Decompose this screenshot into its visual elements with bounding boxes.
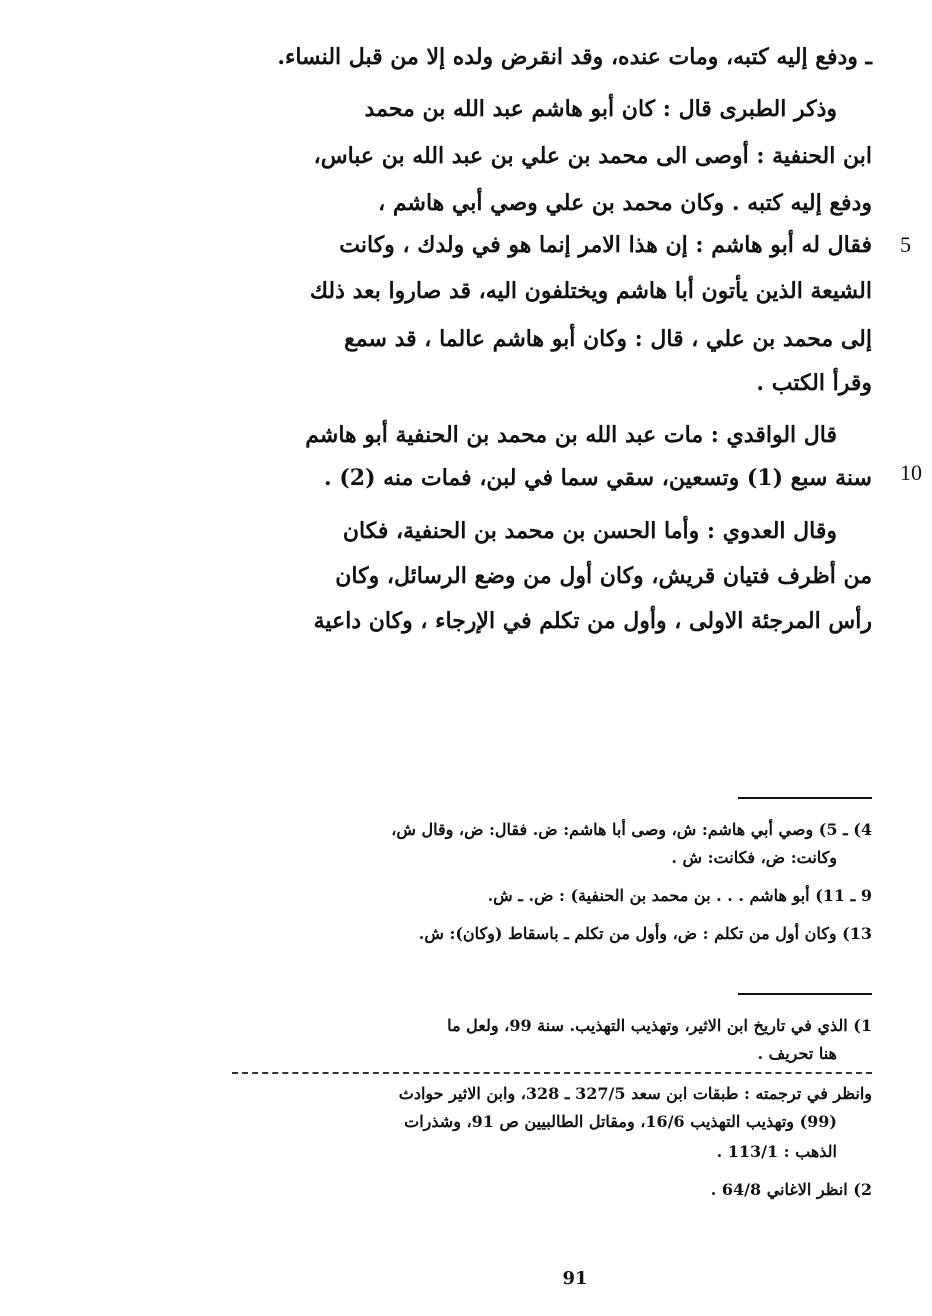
- main-line-6: الشيعة الذين يأتون أبا هاشم ويختلفون اليه، قد صاروا بعد ذلك: [309, 278, 872, 304]
- main-line-4: ودفع إليه كتبه . وكان محمد بن علي وصي أبي هاشم ،: [378, 190, 872, 216]
- main-line-3: ابن الحنفية : أوصى الى محمد بن علي بن عبد الله بن عباس،: [313, 143, 872, 169]
- footnote-line-1: 1) الذي في تاريخ ابن الاثير، وتهذيب التهذيب. سنة 99، ولعل ما: [447, 1016, 872, 1035]
- main-line-9: قال الواقدي : مات عبد الله بن محمد بن الحنفية أبو هاشم: [305, 422, 837, 448]
- apparatus-line-4: 13) وكان أول من تكلم : ض، وأول من تكلم ـ باسقاط (وكان): ش.: [418, 924, 872, 943]
- footnote-separator-rule: [738, 993, 872, 995]
- footnote-line-2: هنا تحريف .: [757, 1044, 837, 1063]
- line-number-5: 5: [900, 232, 911, 257]
- main-line-2: وذكر الطبرى قال : كان أبو هاشم عبد الله بن محمد: [364, 96, 837, 122]
- apparatus-separator-rule: [738, 797, 872, 799]
- main-line-11: وقال العدوي : وأما الحسن بن محمد بن الحنفية، فكان: [342, 518, 837, 544]
- page-number: 91: [562, 1268, 588, 1289]
- line-number-10: 10: [900, 460, 922, 485]
- apparatus-line-1: 4) ـ 5) وصي أبي هاشم: ش، وصى أبا هاشم: ض. فقال: ض، وقال ش،: [391, 820, 872, 839]
- main-line-1: ـ ودفع إليه كتبه، ومات عنده، وقد انقرض ولده إلا من قبل النساء.: [277, 44, 872, 70]
- apparatus-line-2: وكانت: ض، فكانت: ش .: [671, 848, 837, 867]
- footnote-line-3: وانظر في ترجمته : طبقات ابن سعد 327/5 ـ 328، وابن الاثير حوادث: [398, 1084, 872, 1103]
- main-line-12: من أظرف فتيان قريش، وكان أول من وضع الرسائل، وكان: [335, 563, 872, 589]
- main-line-8: وقرأ الكتب .: [756, 370, 872, 396]
- footnote-dashed-divider: [232, 1072, 872, 1074]
- main-line-7: إلى محمد بن علي ، قال : وكان أبو هاشم عالما ، قد سمع: [344, 326, 872, 352]
- apparatus-line-3: 9 ـ 11) أبو هاشم . . . بن محمد بن الحنفية) : ض. ـ ش.: [487, 886, 872, 905]
- main-line-5: فقال له أبو هاشم : إن هذا الامر إنما هو في ولدك ، وكانت: [339, 232, 872, 258]
- footnote-line-4: (99) وتهذيب التهذيب 16/6، ومقاتل الطالبيين ص 91، وشذرات: [404, 1112, 837, 1131]
- main-line-13: رأس المرجئة الاولى ، وأول من تكلم في الإرجاء ، وكان داعية: [313, 608, 872, 634]
- main-line-10: سنة سبع (1) وتسعين، سقي سما في لبن، فمات منه (2) .: [324, 465, 872, 491]
- footnote-line-6: 2) انظر الاغاني 64/8 .: [710, 1180, 872, 1199]
- footnote-line-5: الذهب : 113/1 .: [716, 1142, 837, 1161]
